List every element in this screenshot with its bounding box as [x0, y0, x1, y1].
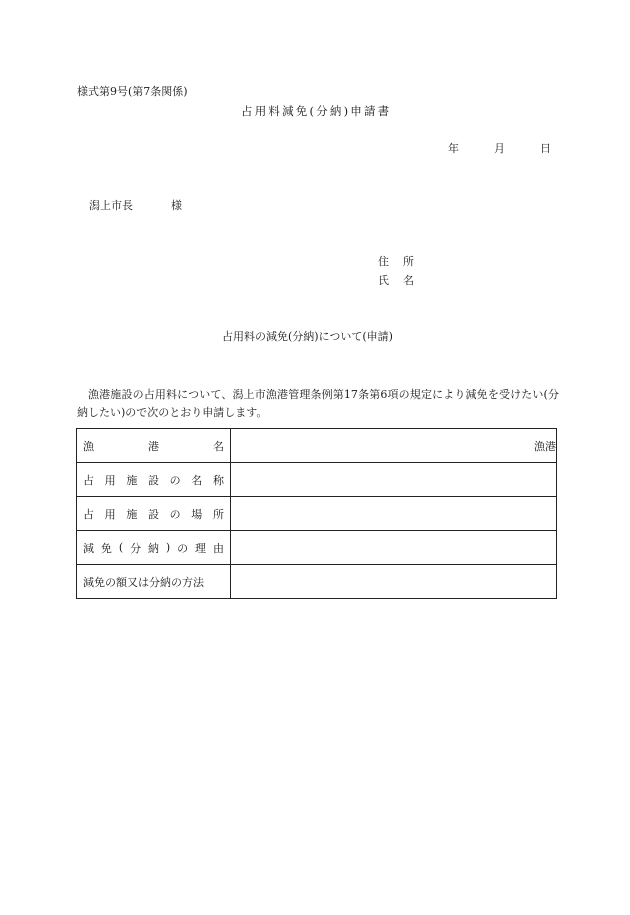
document-title: 占用料減免(分納)申請書 — [241, 104, 392, 118]
table-row — [77, 429, 557, 463]
addressee-name: 潟上市長 — [89, 199, 133, 212]
subject-line: 占用料の減免(分納)について(申請) — [222, 330, 393, 343]
row-label-char: 場 — [191, 507, 203, 521]
table-row — [77, 565, 557, 599]
applicant-address-label: 住 所 — [378, 255, 414, 268]
row-label-char: 設 — [147, 473, 159, 487]
row-label-char: 設 — [147, 507, 159, 521]
row-label-char: 施 — [126, 507, 138, 521]
date-day-label: 日 — [540, 142, 551, 155]
row-label — [77, 531, 231, 565]
row-label-char: 理 — [195, 541, 207, 555]
body-paragraph: 漁港施設の占用料について、潟上市漁港管理条例第17条第6項の規定により減免を受けたい(分納したい)ので次のとおり申請します。 — [77, 388, 559, 419]
row-value-field[interactable] — [231, 497, 557, 531]
table-row — [77, 531, 557, 565]
row-label — [77, 463, 231, 497]
row-label-char: の — [169, 507, 181, 521]
row-value: 漁港 — [534, 439, 556, 453]
row-label-char: 占 — [83, 473, 94, 487]
addressee-honorific: 様 — [171, 199, 182, 212]
row-label-char: 所 — [212, 507, 224, 521]
table-row — [77, 497, 557, 531]
row-label-char: 減 — [83, 541, 94, 555]
row-label-char: 由 — [212, 541, 224, 555]
date-month-label: 月 — [494, 142, 505, 155]
addressee — [89, 200, 182, 211]
row-label — [77, 429, 231, 463]
row-label-char: 占 — [83, 507, 94, 521]
row-label-char: ( — [118, 541, 124, 554]
row-label-char: 港 — [148, 439, 159, 453]
form-number: 様式第9号(第7条関係) — [77, 85, 188, 98]
row-label-char: 漁 — [83, 439, 94, 453]
row-label-char: 名 — [191, 473, 203, 487]
table-row — [77, 463, 557, 497]
row-label-char: の — [177, 541, 189, 555]
row-value-field[interactable] — [231, 565, 557, 599]
row-label-char: 分 — [130, 541, 142, 555]
row-label-char: ) — [165, 541, 171, 554]
date-year-label: 年 — [448, 142, 459, 155]
applicant-name-label: 氏 名 — [378, 274, 414, 287]
row-label-char: 納 — [147, 541, 159, 555]
row-label-char: 免 — [100, 541, 112, 555]
row-label-char: 名 — [213, 439, 224, 453]
row-label-char: の — [169, 473, 181, 487]
row-value-field[interactable] — [231, 463, 557, 497]
application-table — [76, 428, 557, 599]
row-label — [77, 497, 231, 531]
row-label-char: 称 — [212, 473, 224, 487]
row-label-char: 施 — [126, 473, 138, 487]
row-label-char: 用 — [104, 507, 116, 521]
row-value-field[interactable] — [231, 429, 557, 463]
date-line — [448, 143, 551, 154]
row-label-char: 減免の額又は分納の方法 — [83, 575, 204, 589]
row-label-char: 用 — [104, 473, 116, 487]
row-value-field[interactable] — [231, 531, 557, 565]
row-label — [77, 565, 231, 599]
